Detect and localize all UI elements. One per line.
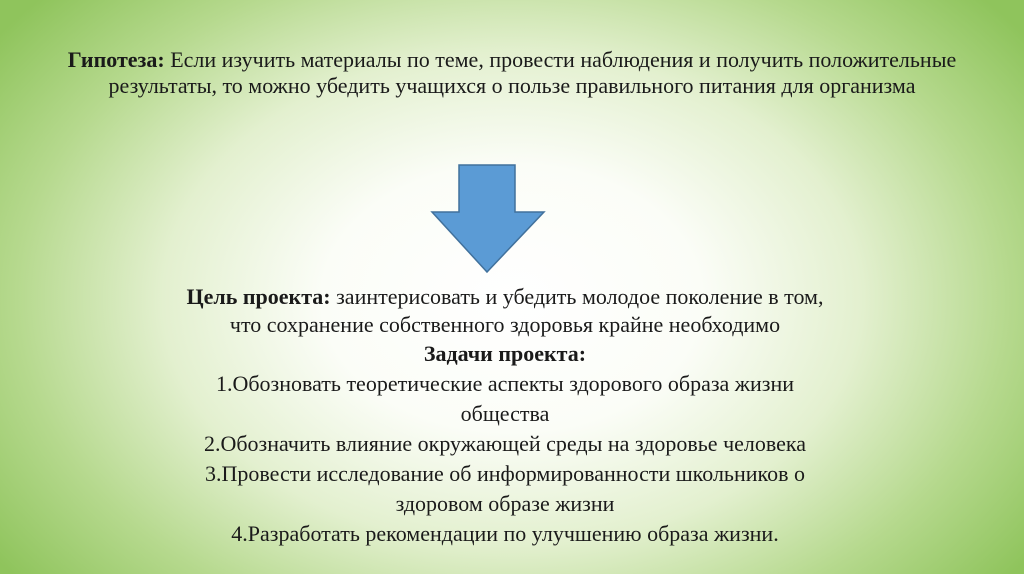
task-item-2: 2.Обозначить влияние окружающей среды на здоровье человека (203, 431, 807, 456)
goal-text-1: заинтерисовать и убедить молодое поколение в том, (330, 284, 824, 309)
task-item-4: 4.Разработать рекомендации по улучшению образа жизни. (231, 521, 779, 546)
project-goal (120, 283, 890, 339)
tasks-heading: Задачи проекта: (423, 341, 587, 366)
goal-line-1 (120, 283, 890, 311)
task-item-3-cont: здоровом образе жизни (395, 491, 615, 516)
down-arrow-icon (430, 164, 546, 274)
hypothesis-text: Если изучить материалы по теме, провести наблюдения и получить положительные результаты, то можно убедить учащихся о пользе правильного питания для организма (108, 47, 957, 98)
hypothesis-paragraph (30, 47, 994, 99)
goal-line-2: что сохранение собственного здоровья крайне необходимо (229, 312, 781, 337)
goal-label: Цель проекта: (186, 284, 331, 309)
task-item-1: 1.Обозновать теоретические аспекты здорового образа жизни (215, 371, 795, 396)
task-item-1-cont: общества (460, 401, 550, 426)
task-item-3: 3.Провести исследование об информированности школьников о (205, 461, 805, 486)
project-tasks (120, 339, 890, 549)
hypothesis-label: Гипотеза: (67, 47, 165, 72)
